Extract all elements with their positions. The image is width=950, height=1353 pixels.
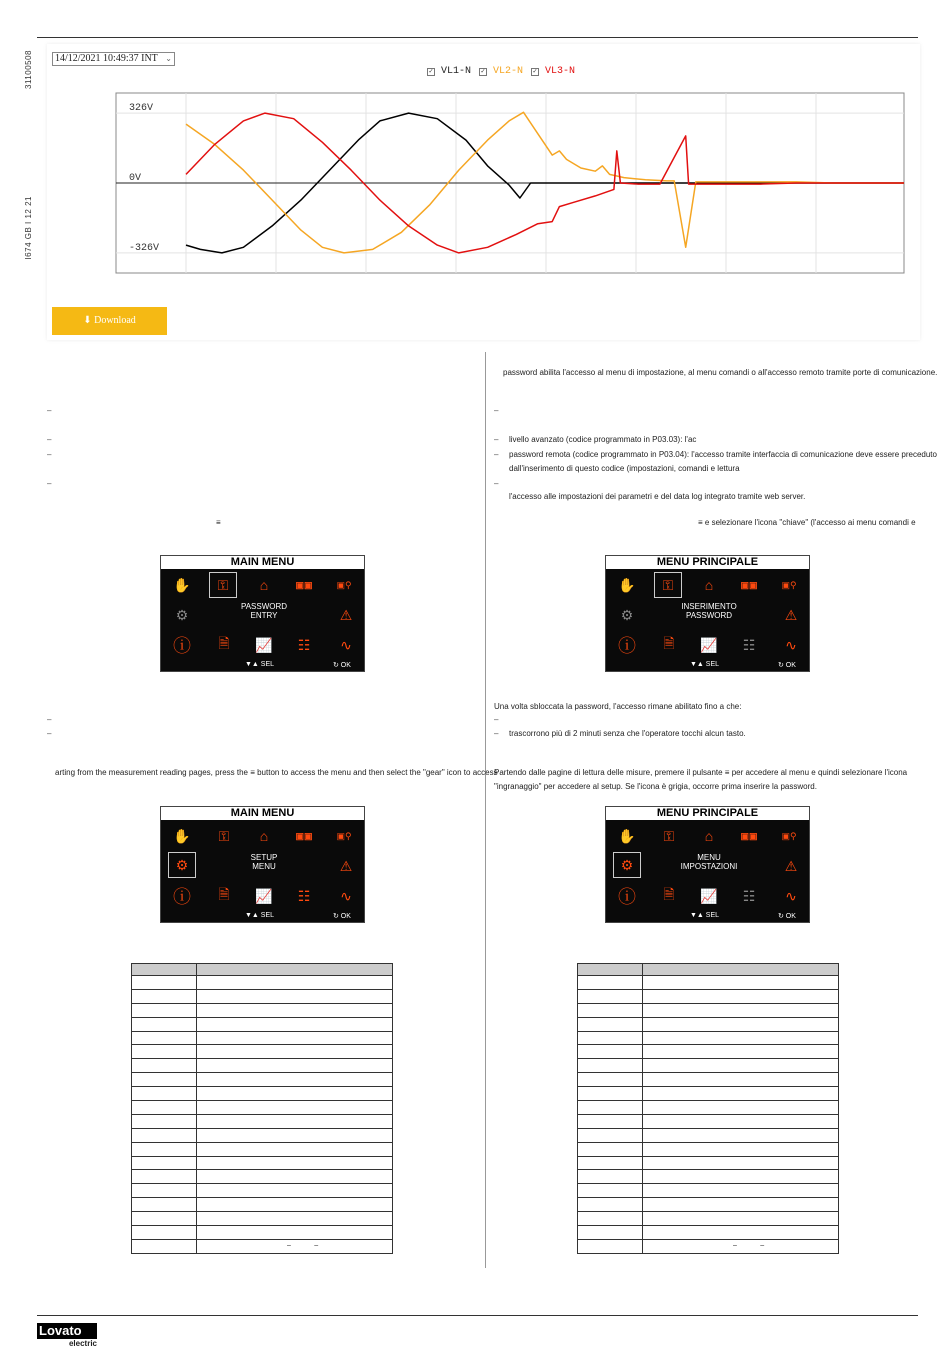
key-icon-instructions: ≡ e selezionare l'icona "chiave" (l'accesso ai menu comandi e — [698, 518, 916, 527]
table-row — [578, 1226, 839, 1240]
counter-icon: ▣▣ — [295, 830, 313, 841]
table-row — [578, 1087, 839, 1101]
parameter-table-right — [577, 963, 839, 1254]
table-cell — [132, 1239, 197, 1253]
table-cell — [643, 1003, 839, 1017]
waveform-chart — [47, 44, 920, 340]
table-row — [578, 1059, 839, 1073]
legend-label-vl3: VL3-N — [545, 66, 576, 77]
y-tick-label: -326V — [129, 242, 160, 254]
trend-icon: 📈 — [700, 636, 718, 653]
warning-icon: ⚠ — [339, 606, 353, 623]
table-header-row — [578, 964, 839, 976]
password-unlocked-text: Una volta sbloccata la password, l'accesso rimane abilitato fino a che: — [494, 702, 742, 711]
footer-ok: ↻ OK — [333, 662, 351, 669]
checkbox-icon[interactable]: ✓ — [428, 67, 434, 76]
waveform-panel — [47, 44, 920, 340]
network-icon: ☷ — [742, 887, 756, 904]
table-cell — [132, 964, 197, 976]
table-cell — [197, 964, 393, 976]
table-cell — [132, 1142, 197, 1156]
table-row — [578, 1045, 839, 1059]
table-cell — [578, 1142, 643, 1156]
info-icon: ⓘ — [618, 636, 636, 656]
table-row — [132, 1003, 393, 1017]
table-cell — [197, 1142, 393, 1156]
table-cell — [132, 1017, 197, 1031]
table-cell — [578, 1114, 643, 1128]
table-row — [578, 1101, 839, 1115]
hand-icon: ✋ — [618, 576, 636, 593]
table-row — [132, 1142, 393, 1156]
bottom-rule — [37, 1315, 918, 1316]
table-cell — [132, 1212, 197, 1226]
home-icon: ⌂ — [704, 828, 714, 844]
table-cell — [197, 989, 393, 1003]
table-row — [578, 1017, 839, 1031]
table-row — [132, 1031, 393, 1045]
table-cell — [578, 976, 643, 990]
network-icon: ☷ — [297, 636, 311, 653]
gear-icon: ⚙ — [613, 852, 641, 878]
warning-icon: ⚠ — [339, 857, 353, 874]
footer-nav: ▼▲ SEL — [690, 912, 720, 919]
table-row — [578, 1114, 839, 1128]
bullet-dash: – — [47, 435, 52, 444]
screen-footer — [161, 661, 364, 671]
table-cell — [578, 1156, 643, 1170]
bullet-web-server: l'accesso alle impostazioni dei parametri e del data log integrato tramite web server. — [509, 492, 806, 501]
logo-name: Lovato — [37, 1323, 97, 1338]
table-cell — [643, 976, 839, 990]
hand-icon: ✋ — [173, 576, 191, 593]
counter-icon: ▣▣ — [295, 579, 313, 590]
table-row — [578, 1128, 839, 1142]
search-icon: ▣⚲ — [336, 830, 352, 841]
network-icon: ☷ — [297, 887, 311, 904]
bullet-remote-password-cont: dall'inserimento di questo codice (impostazioni, comandi e lettura — [509, 464, 740, 473]
table-header-row — [132, 964, 393, 976]
center-line-1: INSERIMENTO — [681, 602, 737, 611]
table-cell — [197, 1226, 393, 1240]
bullet-dash: – — [494, 450, 499, 459]
table-cell — [578, 989, 643, 1003]
table-cell — [578, 964, 643, 976]
table-cell — [578, 1198, 643, 1212]
y-tick-label: 0V — [129, 173, 142, 184]
table-cell — [132, 1087, 197, 1101]
counter-icon: ▣▣ — [740, 579, 758, 590]
table-row — [578, 976, 839, 990]
table-row — [578, 1170, 839, 1184]
table-cell — [132, 989, 197, 1003]
network-icon: ☷ — [742, 636, 756, 653]
table-cell — [197, 1101, 393, 1115]
search-icon: ▣⚲ — [781, 579, 797, 590]
table-cell — [643, 1045, 839, 1059]
table-cell — [643, 1101, 839, 1115]
center-line-1: PASSWORD — [240, 602, 288, 611]
table-cell — [578, 1059, 643, 1073]
screen-title: MENU PRINCIPALE — [606, 807, 809, 820]
table-cell — [643, 1184, 839, 1198]
table-row — [132, 1045, 393, 1059]
table-cell — [578, 1128, 643, 1142]
table-cell — [132, 1184, 197, 1198]
info-icon: ⓘ — [173, 636, 191, 656]
gear-icon: ⚙ — [620, 606, 634, 623]
screen-main-menu-password — [160, 555, 365, 672]
bullet-dash: – — [47, 715, 52, 724]
parameter-table-left — [131, 963, 393, 1254]
table-cell: – – — [643, 1239, 839, 1253]
footer-nav: ▼▲ SEL — [245, 912, 275, 919]
table-cell — [578, 1073, 643, 1087]
bullet-dash: – — [494, 479, 499, 488]
screen-title: MENU PRINCIPALE — [606, 556, 809, 569]
table-cell — [578, 1184, 643, 1198]
hand-icon: ✋ — [618, 827, 636, 844]
table-cell — [197, 1170, 393, 1184]
table-cell — [132, 1114, 197, 1128]
center-line-2: IMPOSTAZIONI — [680, 862, 738, 871]
gear-icon: ⚙ — [168, 852, 196, 878]
table-row — [132, 1226, 393, 1240]
screen-center-text — [219, 853, 309, 871]
table-cell — [643, 1087, 839, 1101]
table-cell — [132, 1156, 197, 1170]
table-cell — [197, 1156, 393, 1170]
table-row — [578, 1031, 839, 1045]
table-cell — [197, 1031, 393, 1045]
table-row — [578, 1184, 839, 1198]
top-rule — [37, 37, 918, 38]
table-cell — [197, 1017, 393, 1031]
table-cell — [643, 1198, 839, 1212]
waveform-icon: ∿ — [340, 636, 352, 653]
table-cell — [132, 1059, 197, 1073]
table-row — [132, 1170, 393, 1184]
warning-icon: ⚠ — [784, 857, 798, 874]
bullet-dash: – — [494, 406, 499, 415]
menu-key-glyph: ≡ — [216, 518, 221, 527]
datetime-value: 14/12/2021 10:49:37 INT — [55, 53, 158, 64]
info-icon: ⓘ — [618, 887, 636, 907]
waveform-icon: ∿ — [785, 636, 797, 653]
home-icon: ⌂ — [704, 577, 714, 593]
table-row — [578, 1142, 839, 1156]
table-row — [132, 1059, 393, 1073]
center-line-1: SETUP — [250, 853, 278, 862]
table-cell — [578, 1170, 643, 1184]
column-divider — [485, 352, 486, 1268]
y-tick-label: 326V — [129, 103, 154, 115]
table-cell — [578, 1087, 643, 1101]
table-cell: – – — [197, 1239, 393, 1253]
setup-instructions-it: Partendo dalle pagine di lettura delle misure, premere il pulsante ≡ per accedere al menu e quindi selezionare l'icona — [494, 768, 908, 777]
bullet-dash: – — [47, 406, 52, 415]
screen-footer — [606, 661, 809, 671]
table-row — [132, 1101, 393, 1115]
home-icon: ⌂ — [259, 828, 269, 844]
table-cell — [578, 1017, 643, 1031]
bullet-dash: – — [494, 729, 499, 738]
table-row — [578, 1198, 839, 1212]
table-cell — [132, 1198, 197, 1212]
table-cell — [578, 1226, 643, 1240]
table-cell — [197, 1045, 393, 1059]
waveform-icon: ∿ — [340, 887, 352, 904]
table-cell — [578, 1212, 643, 1226]
table-cell — [132, 1128, 197, 1142]
trend-icon: 📈 — [255, 636, 273, 653]
table-cell — [197, 1198, 393, 1212]
table-row — [132, 1184, 393, 1198]
table-cell — [643, 1128, 839, 1142]
lovato-logo — [37, 1323, 97, 1348]
screen-center-text — [664, 853, 754, 871]
hand-icon: ✋ — [173, 827, 191, 844]
table-cell — [643, 1031, 839, 1045]
table-cell — [197, 1184, 393, 1198]
table-cell — [132, 976, 197, 990]
document-icon: 🗎 — [218, 886, 230, 902]
doc-code-top: 31100508 — [24, 50, 33, 89]
table-row — [132, 1114, 393, 1128]
logo-sub: electric — [37, 1338, 97, 1348]
waveform-icon: ∿ — [785, 887, 797, 904]
bullet-dash: – — [494, 715, 499, 724]
counter-icon: ▣▣ — [740, 830, 758, 841]
table-cell — [578, 1031, 643, 1045]
table-cell — [578, 1045, 643, 1059]
search-icon: ▣⚲ — [336, 579, 352, 590]
table-row — [132, 1239, 393, 1253]
table-cell — [197, 1059, 393, 1073]
table-cell — [643, 964, 839, 976]
footer-ok: ↻ OK — [778, 913, 796, 920]
key-icon: ⚿ — [209, 572, 237, 598]
table-row — [578, 1156, 839, 1170]
table-cell — [197, 1073, 393, 1087]
trend-icon: 📈 — [255, 887, 273, 904]
doc-code-mid: I674 GB I 12 21 — [24, 196, 33, 260]
timeout-bullet: trascorrono più di 2 minuti senza che l'operatore tocchi alcun tasto. — [509, 729, 746, 738]
bullet-dash: – — [494, 435, 499, 444]
key-icon: ⚿ — [663, 827, 675, 844]
table-cell — [643, 1142, 839, 1156]
search-icon: ▣⚲ — [781, 830, 797, 841]
table-cell — [197, 976, 393, 990]
screen-title: MAIN MENU — [161, 556, 364, 569]
legend-label-vl2: VL2-N — [493, 66, 524, 77]
screen-center-text — [219, 602, 309, 620]
bullet-dash: – — [47, 729, 52, 738]
password-intro: password abilita l'accesso al menu di impostazione, al menu comandi o all'accesso remoto tramite porte di comunicazione. — [503, 368, 938, 377]
screen-menu-principale-password — [605, 555, 810, 672]
document-icon: 🗎 — [218, 635, 230, 651]
table-row — [578, 1003, 839, 1017]
table-cell — [197, 1087, 393, 1101]
center-line-2: PASSWORD — [685, 611, 733, 620]
footer-nav: ▼▲ SEL — [245, 661, 275, 668]
table-cell — [197, 1128, 393, 1142]
bullet-advanced-level: livello avanzato (codice programmato in P03.03): l'ac — [509, 435, 697, 444]
checkbox-icon[interactable]: ✓ — [532, 67, 538, 76]
center-line-2: ENTRY — [250, 611, 278, 620]
setup-instructions: arting from the measurement reading pages, press the ≡ button to access the menu and then select the "gear" icon to access — [55, 768, 498, 777]
checkbox-icon[interactable]: ✓ — [480, 67, 486, 76]
gear-icon: ⚙ — [175, 606, 189, 623]
download-label: Download — [94, 315, 136, 326]
bullet-remote-password: password remota (codice programmato in P03.04): l'accesso tramite interfaccia di comunicazione deve essere preceduto — [509, 450, 937, 459]
table-cell — [578, 1003, 643, 1017]
table-cell — [132, 1045, 197, 1059]
table-row — [132, 1073, 393, 1087]
table-row — [132, 976, 393, 990]
chevron-down-icon: ⌄ — [165, 54, 172, 63]
center-line-2: MENU — [252, 862, 276, 871]
bullet-dash: – — [47, 479, 52, 488]
table-row — [132, 1198, 393, 1212]
document-icon: 🗎 — [663, 635, 675, 651]
table-cell — [578, 1101, 643, 1115]
table-row — [132, 1128, 393, 1142]
table-cell — [132, 1101, 197, 1115]
table-cell — [643, 1170, 839, 1184]
warning-icon: ⚠ — [784, 606, 798, 623]
setup-instructions-it-cont: "ingranaggio" per accedere al setup. Se l'icona è grigia, occorre prima inserire la password. — [494, 782, 817, 791]
center-line-1: MENU — [697, 853, 721, 862]
table-row — [578, 1239, 839, 1253]
table-cell — [132, 1031, 197, 1045]
table-row — [132, 1017, 393, 1031]
home-icon: ⌂ — [259, 577, 269, 593]
download-icon: ⬇ — [83, 315, 92, 326]
table-cell — [643, 1212, 839, 1226]
table-row — [132, 1087, 393, 1101]
trend-icon: 📈 — [700, 887, 718, 904]
screen-footer — [161, 912, 364, 922]
table-cell — [132, 1003, 197, 1017]
table-cell — [132, 1226, 197, 1240]
table-cell — [132, 1073, 197, 1087]
table-cell — [643, 1156, 839, 1170]
legend-label-vl1: VL1-N — [441, 66, 472, 77]
footer-ok: ↻ OK — [333, 913, 351, 920]
screen-footer — [606, 912, 809, 922]
table-cell — [197, 1114, 393, 1128]
info-icon: ⓘ — [173, 887, 191, 907]
footer-ok: ↻ OK — [778, 662, 796, 669]
table-row — [132, 1156, 393, 1170]
table-row — [132, 989, 393, 1003]
key-icon: ⚿ — [218, 827, 230, 844]
table-cell — [643, 1114, 839, 1128]
document-icon: 🗎 — [663, 886, 675, 902]
screen-center-text — [664, 602, 754, 620]
table-cell — [197, 1003, 393, 1017]
screen-title: MAIN MENU — [161, 807, 364, 820]
key-icon: ⚿ — [654, 572, 682, 598]
table-row — [578, 989, 839, 1003]
table-row — [132, 1212, 393, 1226]
footer-nav: ▼▲ SEL — [690, 661, 720, 668]
download-button[interactable] — [52, 307, 167, 335]
table-cell — [197, 1212, 393, 1226]
table-cell — [643, 989, 839, 1003]
screen-menu-principale-setup — [605, 806, 810, 923]
table-cell — [132, 1170, 197, 1184]
screen-main-menu-setup — [160, 806, 365, 923]
table-cell — [578, 1239, 643, 1253]
table-row — [578, 1073, 839, 1087]
table-cell — [643, 1073, 839, 1087]
bullet-dash: – — [47, 450, 52, 459]
table-cell — [643, 1017, 839, 1031]
table-cell — [643, 1226, 839, 1240]
table-cell — [643, 1059, 839, 1073]
table-row — [578, 1212, 839, 1226]
